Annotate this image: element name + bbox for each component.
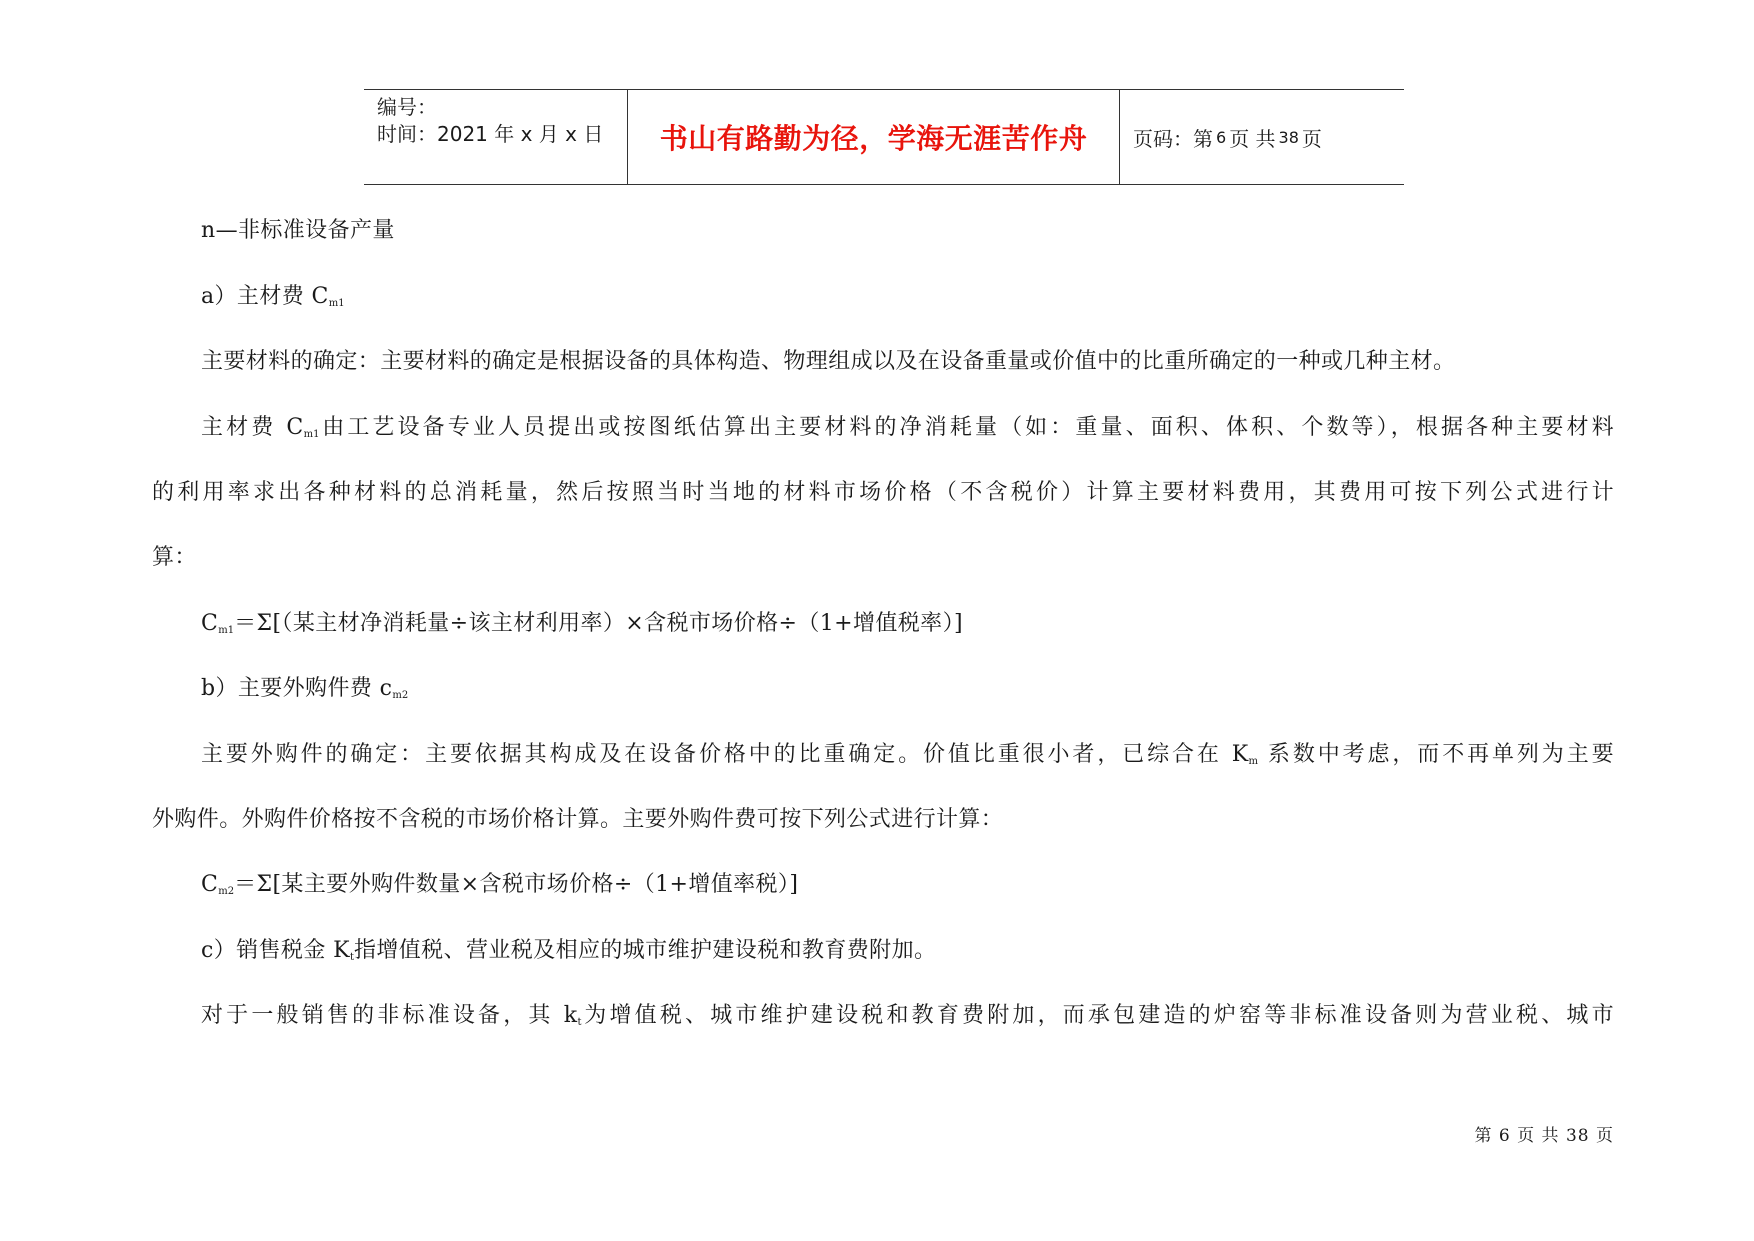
body-line-2 — [201, 279, 345, 310]
body-line-6: 算： — [152, 545, 197, 570]
formula-1-a: C — [201, 611, 219, 636]
body-line-11-sub: t — [577, 1017, 582, 1028]
body-line-4-b: 由工艺设备专业人员提出或按图纸估算出主要材料的净消耗量（如：重量、面积、体积、个数等），根据各种主要材料 — [319, 415, 1614, 440]
body-line-10-sub: t — [349, 952, 354, 963]
body-line-5: 的利用率求出各种材料的总消耗量，然后按照当时当地的材料市场价格（不含税价）计算主要材料费用，其费用可按下列公式进行计 — [152, 480, 1614, 505]
body-line-8-b: 系数中考虑，而不再单列为主要 — [1258, 742, 1614, 767]
page-footer: 第 6 页 共 38 页 — [1474, 1126, 1614, 1146]
page-mid: 页 共 — [1229, 126, 1276, 151]
body-line-2-text: a）主材费 C — [201, 284, 329, 309]
body-line-7-sub: m2 — [392, 690, 409, 701]
body-line-4 — [201, 410, 1614, 441]
formula-2 — [201, 867, 798, 898]
page-total: 38 — [1278, 127, 1299, 147]
body-line-4-a: 主材费 C — [201, 415, 304, 440]
document-number-label: 编号： — [377, 95, 437, 119]
body-line-8 — [201, 737, 1614, 768]
header-left-cell — [364, 90, 628, 184]
page-prefix: 页码：第 — [1133, 126, 1213, 151]
formula-2-b: ＝Σ[某主要外购件数量×含税市场价格÷（1+增值率税）] — [234, 872, 799, 897]
formula-1 — [201, 606, 963, 637]
header-motto: 书山有路勤为径，学海无涯苦作舟 — [628, 90, 1120, 184]
body-line-10 — [201, 933, 936, 964]
page-suffix: 页 — [1301, 126, 1322, 151]
formula-1-b: ＝Σ[（某主材净消耗量÷该主材利用率）×含税市场价格÷（1+增值税率）] — [234, 611, 963, 636]
document-date: 时间：2021 年 x 月 x 日 — [377, 122, 604, 146]
body-line-9: 外购件。外购件价格按不含税的市场价格计算。主要外购件费可按下列公式进行计算： — [152, 807, 1004, 832]
body-line-7 — [201, 671, 408, 702]
formula-1-sub: m1 — [218, 625, 235, 636]
body-line-4-sub: m1 — [303, 429, 320, 440]
body-line-8-a: 主要外购件的确定：主要依据其构成及在设备价格中的比重确定。价值比重很小者，已综合在 K — [201, 742, 1249, 767]
body-line-11-a: 对于一般销售的非标准设备，其 k — [201, 1003, 578, 1028]
formula-2-sub: m2 — [218, 886, 235, 897]
body-line-10-a: c）销售税金 K — [201, 938, 350, 963]
body-line-2-sub: m1 — [328, 298, 345, 309]
header-table — [364, 89, 1404, 185]
formula-2-a: C — [201, 872, 219, 897]
body-line-11-b: 为增值税、城市维护建设税和教育费附加，而承包建造的炉窑等非标准设备则为营业税、城市 — [581, 1003, 1614, 1028]
body-line-8-sub: m — [1248, 756, 1259, 767]
body-line-11 — [201, 998, 1614, 1029]
header-page-info — [1120, 90, 1404, 184]
body-line-1: n—非标准设备产量 — [201, 218, 395, 243]
page-current: 6 — [1216, 127, 1227, 147]
body-line-3: 主要材料的确定：主要材料的确定是根据设备的具体构造、物理组成以及在设备重量或价值中的比重所确定的一种或几种主材。 — [201, 349, 1456, 374]
body-line-7-text: b）主要外购件费 c — [201, 676, 393, 701]
body-line-10-b: 指增值税、营业税及相应的城市维护建设税和教育费附加。 — [353, 938, 937, 963]
